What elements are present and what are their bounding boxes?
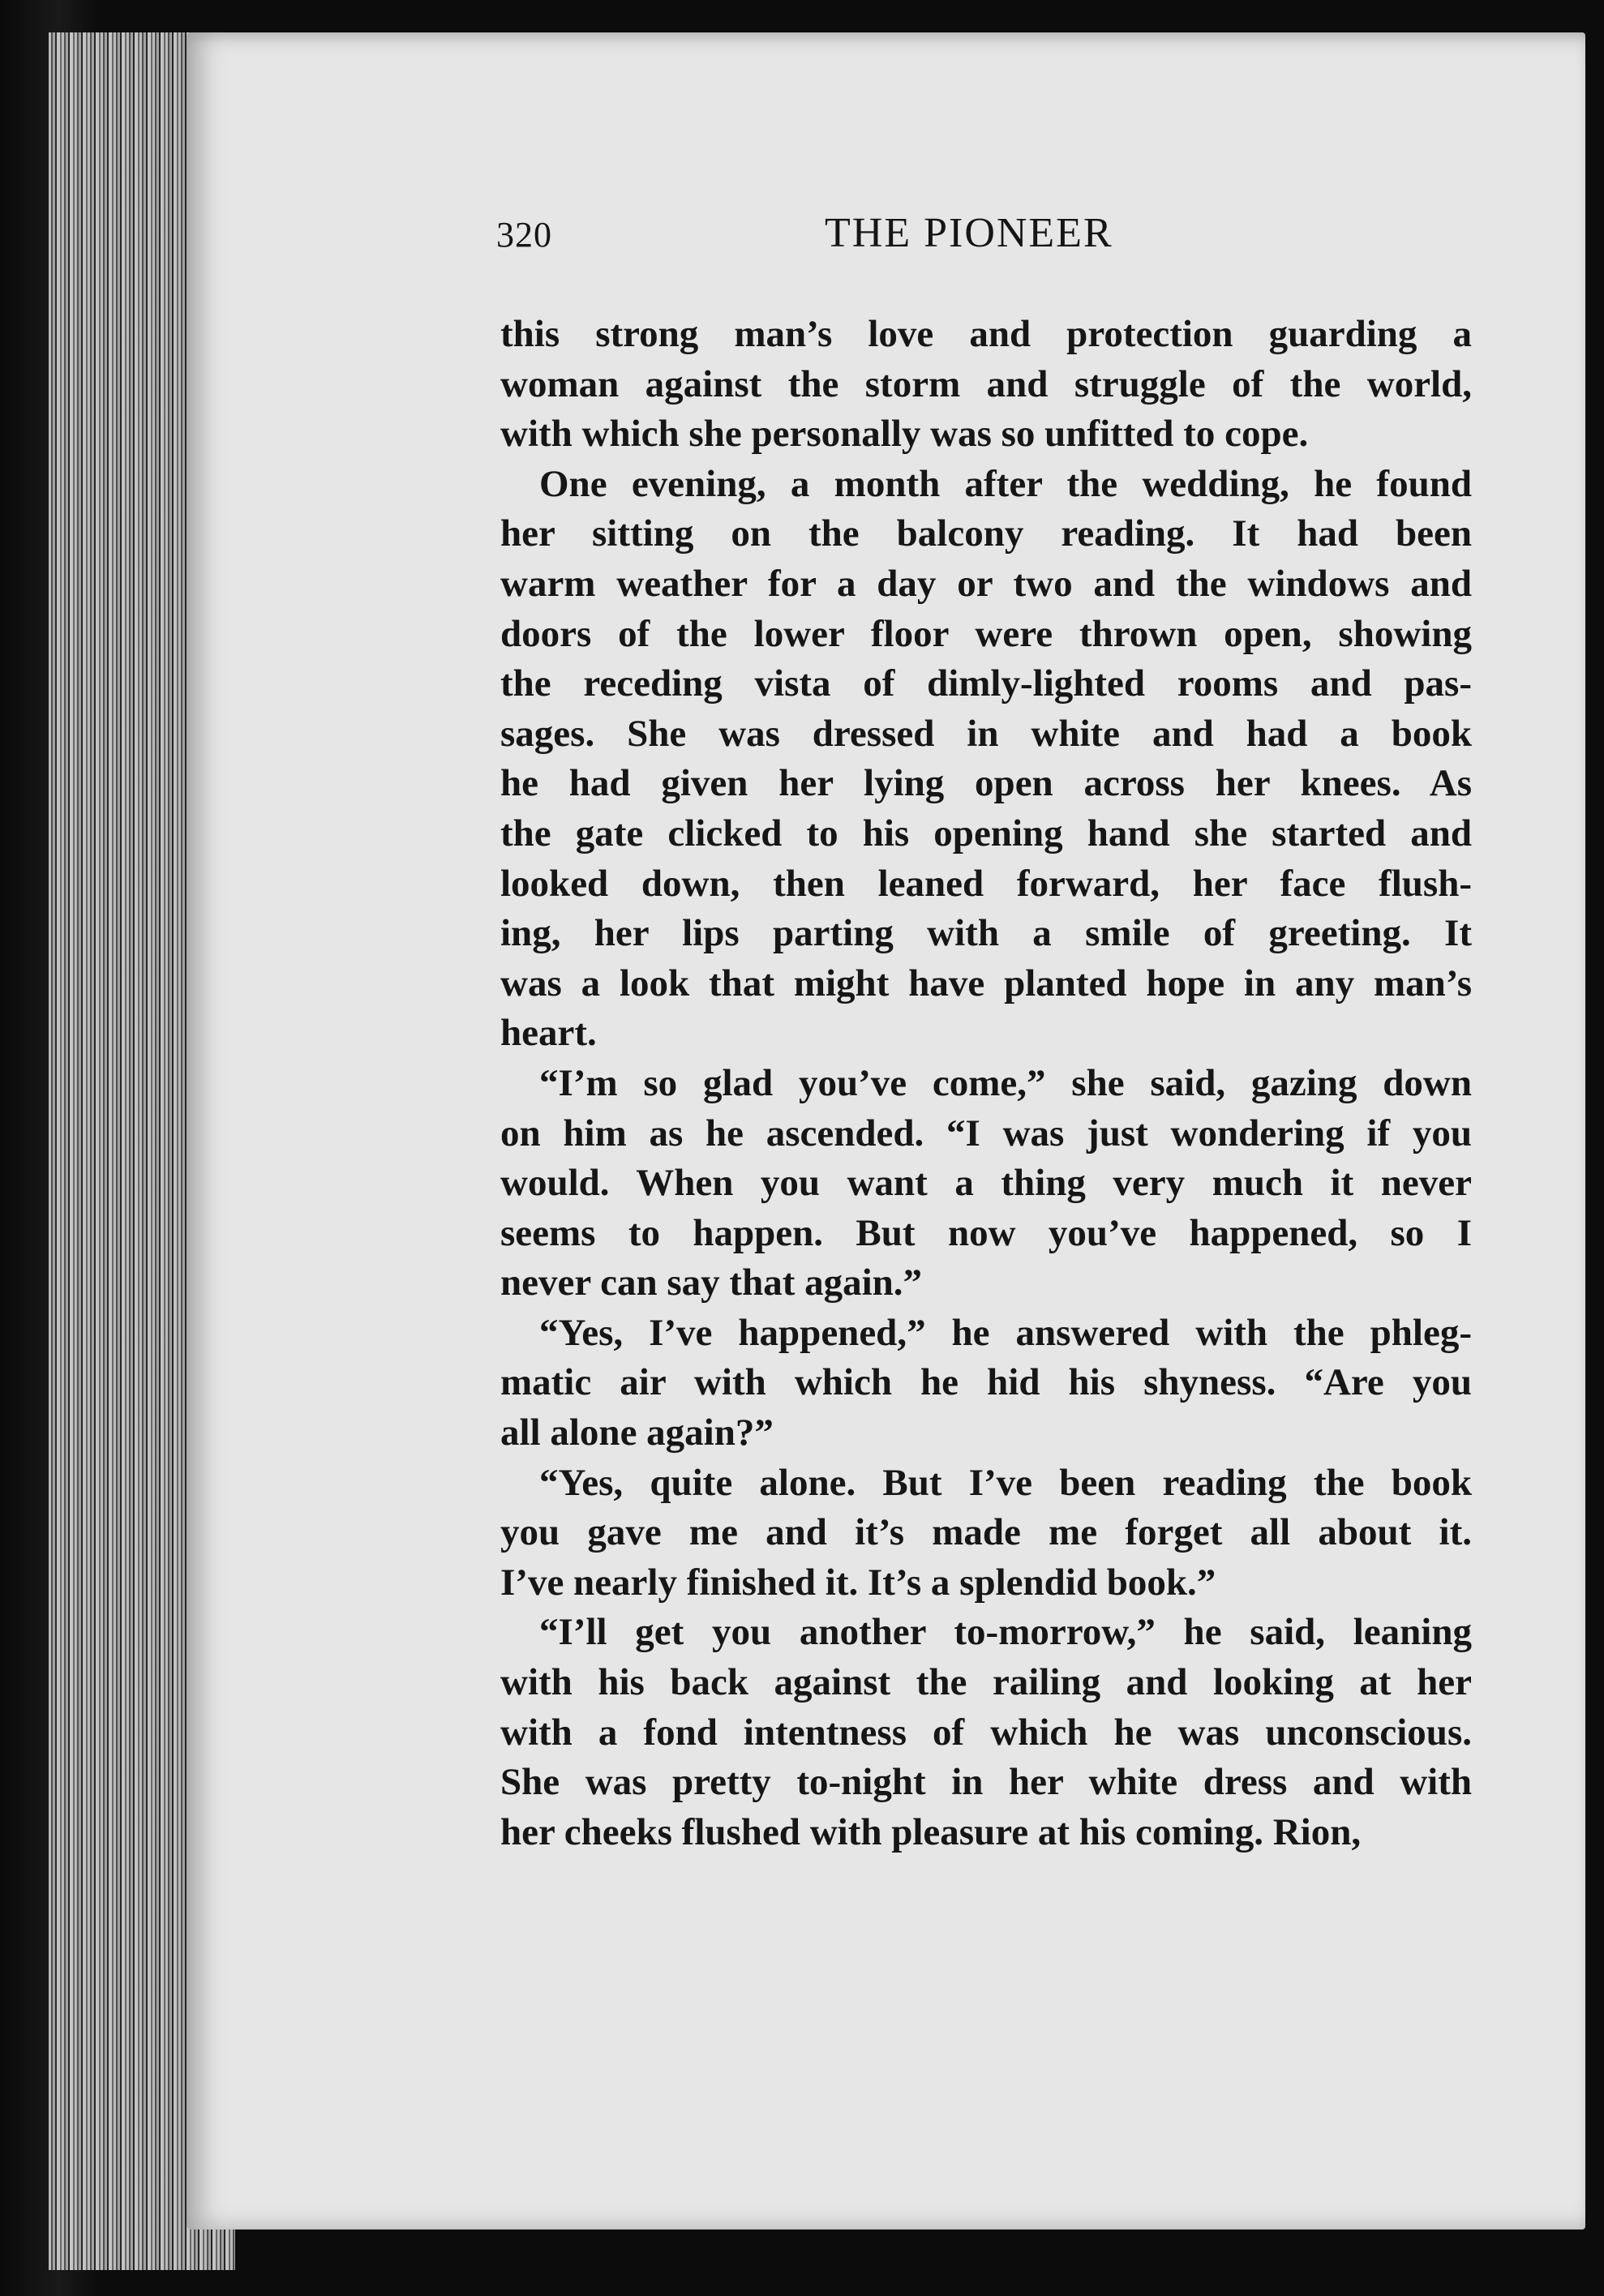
text-line: this strong man’s love and protection guarding a [500, 313, 1472, 355]
page-number: 320 [496, 215, 552, 255]
text-line: seems to happen. But now you’ve happened, so I [500, 1211, 1472, 1254]
paragraph [500, 1459, 1472, 1608]
text-line: the gate clicked to his opening hand she started and [500, 812, 1472, 855]
page-header [496, 209, 1469, 274]
text-line: with his back against the railing and looking at her [500, 1661, 1472, 1704]
text-line: he had given her lying open across her knees. As [500, 762, 1472, 805]
text-line: on him as he ascended. “I was just wondering if you [500, 1112, 1472, 1154]
text-line: looked down, then leaned forward, her face flush- [500, 862, 1472, 905]
paragraph [500, 460, 1472, 1059]
text-line: I’ve nearly finished it. It’s a splendid book.” [500, 1561, 1216, 1604]
text-line: “I’m so glad you’ve come,” she said, gazing down [539, 1061, 1472, 1104]
text-line: “I’ll get you another to-morrow,” he said, leaning [539, 1611, 1472, 1654]
text-line: “Yes, I’ve happened,” he answered with the phleg- [539, 1311, 1472, 1354]
body-text [500, 310, 1472, 1857]
text-line: sages. She was dressed in white and had a book [500, 712, 1472, 755]
text-line: woman against the storm and struggle of the world, [500, 362, 1472, 405]
text-line: One evening, a month after the wedding, he found [539, 462, 1472, 505]
text-line: with which she personally was so unfitted to cope. [500, 413, 1309, 456]
text-line: her sitting on the balcony reading. It had been [500, 512, 1472, 555]
text-line: matic air with which he hid his shyness. “Are you [500, 1361, 1472, 1404]
running-head: THE PIONEER [825, 210, 1113, 256]
text-line: with a fond intentness of which he was unconscious. [500, 1711, 1472, 1754]
paragraph [500, 310, 1472, 460]
text-line: doors of the lower floor were thrown open, showing [500, 612, 1472, 655]
text-line: was a look that might have planted hope in any man’s [500, 962, 1472, 1004]
text-line: heart. [500, 1012, 597, 1055]
text-line: her cheeks flushed with pleasure at his coming. Rion, [500, 1810, 1362, 1853]
text-line: ing, her lips parting with a smile of greeting. It [500, 912, 1472, 955]
paragraph [500, 1059, 1472, 1309]
text-line: would. When you want a thing very much it never [500, 1162, 1472, 1205]
text-line: you gave me and it’s made me forget all about it. [500, 1511, 1472, 1554]
text-line: all alone again?” [500, 1411, 774, 1454]
paragraph [500, 1608, 1472, 1857]
text-line: “Yes, quite alone. But I’ve been reading the book [539, 1461, 1472, 1504]
text-line: warm weather for a day or two and the windows and [500, 562, 1472, 605]
text-line: never can say that again.” [500, 1262, 923, 1304]
text-line: the receding vista of dimly-lighted rooms and pas- [500, 662, 1472, 705]
paragraph [500, 1309, 1472, 1459]
text-line: She was pretty to-night in her white dress and with [500, 1761, 1472, 1804]
